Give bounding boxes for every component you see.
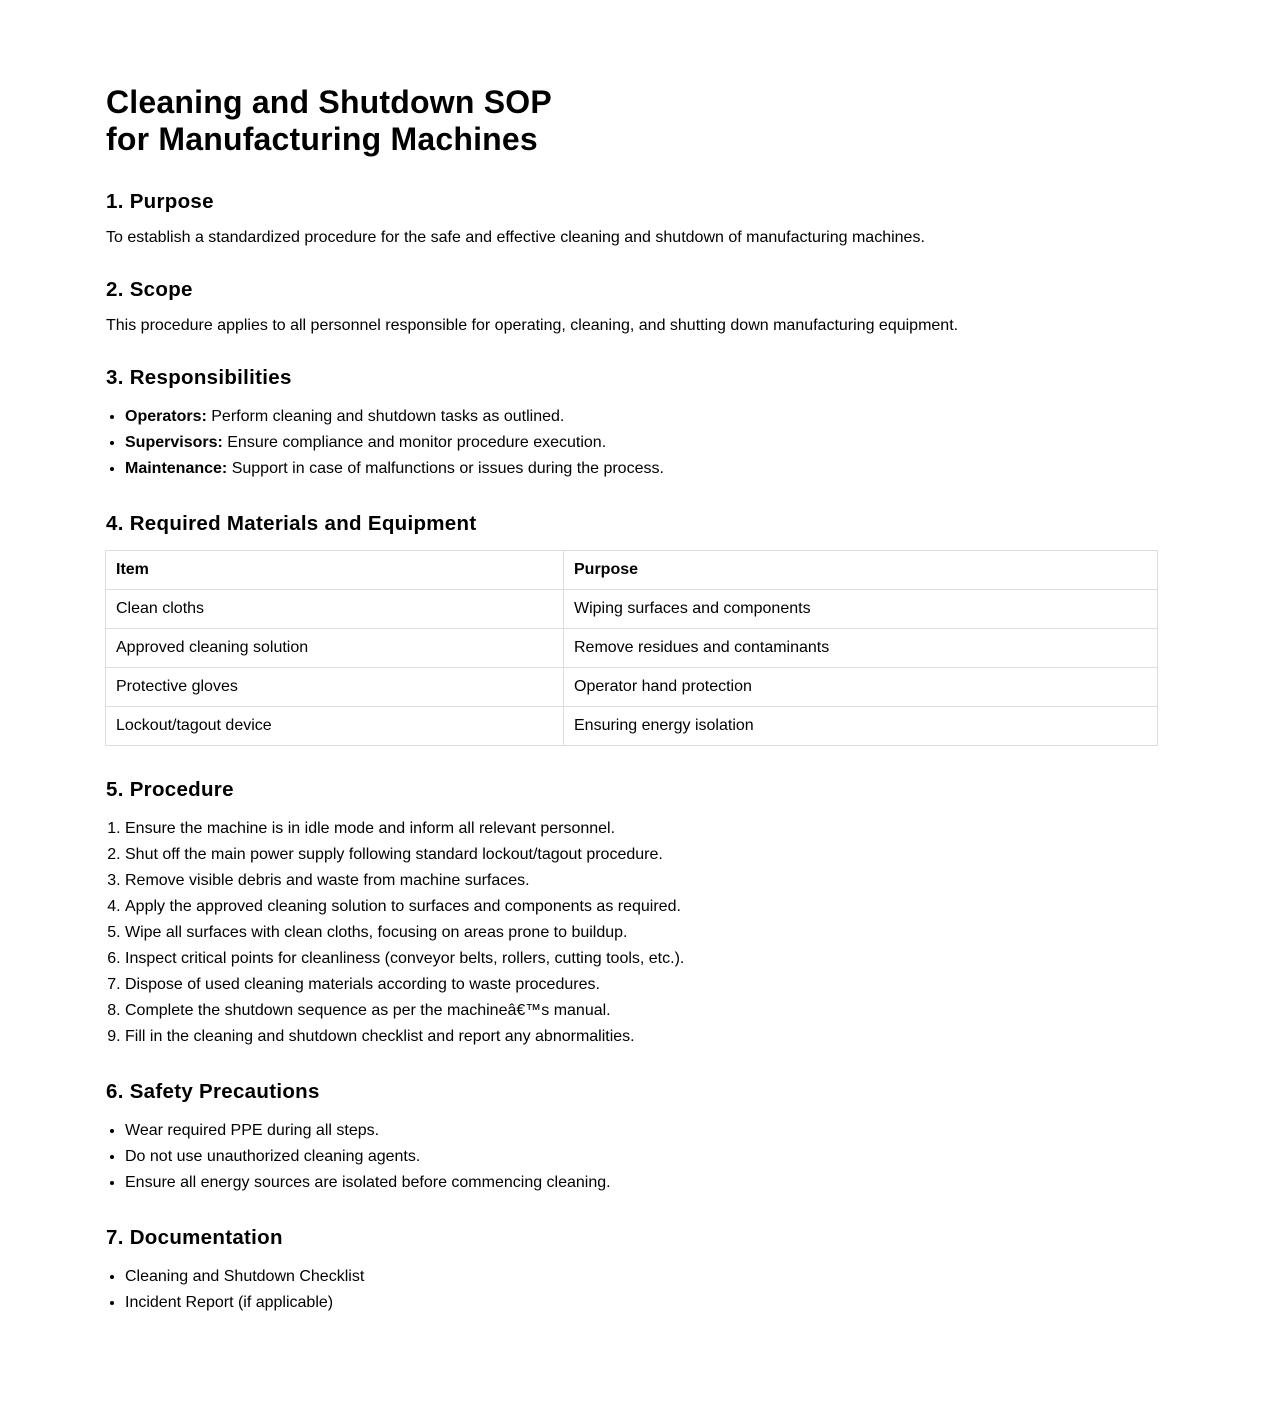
role-text: Perform cleaning and shutdown tasks as outlined. <box>206 408 565 425</box>
section-materials <box>106 512 1158 746</box>
section-scope <box>106 278 1158 336</box>
procedure-step: 8. Complete the shutdown sequence as per the machineâ€™s manual. <box>125 998 1158 1024</box>
procedure-step: 3. Remove visible debris and waste from machine surfaces. <box>125 868 1158 894</box>
section-procedure <box>106 778 1158 1050</box>
document-title <box>106 84 1158 158</box>
procedure-step: 5. Wipe all surfaces with clean cloths, focusing on areas prone to buildup. <box>125 920 1158 946</box>
purpose-text: To establish a standardized procedure for the safe and effective cleaning and shutdown of manufacturing machines. <box>106 229 925 246</box>
table-cell: Lockout/tagout device <box>106 707 564 746</box>
table-row <box>106 629 1158 668</box>
title-line-1: Cleaning and Shutdown SOP <box>106 84 552 120</box>
table-row <box>106 668 1158 707</box>
list-item <box>125 430 1158 456</box>
table-cell: Clean cloths <box>106 590 564 629</box>
table-cell: Approved cleaning solution <box>106 629 564 668</box>
column-header-purpose: Purpose <box>564 551 1158 590</box>
table-header-row <box>106 551 1158 590</box>
procedure-step: 4. Apply the approved cleaning solution to surfaces and components as required. <box>125 894 1158 920</box>
role-label: Maintenance: <box>125 460 228 477</box>
documentation-list <box>106 1264 1158 1316</box>
section-heading: 2. Scope <box>106 278 193 301</box>
section-purpose <box>106 190 1158 248</box>
procedure-step: 9. Fill in the cleaning and shutdown checklist and report any abnormalities. <box>125 1024 1158 1050</box>
list-item: • Incident Report (if applicable) <box>125 1290 1158 1316</box>
list-item: • Do not use unauthorized cleaning agents. <box>125 1144 1158 1170</box>
safety-list <box>106 1118 1158 1196</box>
procedure-step: 2. Shut off the main power supply following standard lockout/tagout procedure. <box>125 842 1158 868</box>
table-row <box>106 707 1158 746</box>
table-cell: Remove residues and contaminants <box>564 629 1158 668</box>
scope-text: This procedure applies to all personnel responsible for operating, cleaning, and shutting down manufacturing equipment. <box>106 317 959 334</box>
title-line-2: for Manufacturing Machines <box>106 121 538 157</box>
role-text: Ensure compliance and monitor procedure execution. <box>222 434 607 451</box>
list-item: • Cleaning and Shutdown Checklist <box>125 1264 1158 1290</box>
section-heading: 5. Procedure <box>106 778 234 801</box>
procedure-step: 6. Inspect critical points for cleanliness (conveyor belts, rollers, cutting tools, etc.). <box>125 946 1158 972</box>
list-item <box>125 404 1158 430</box>
section-heading: 1. Purpose <box>106 190 214 213</box>
section-heading: 7. Documentation <box>106 1226 283 1249</box>
table-cell: Ensuring energy isolation <box>564 707 1158 746</box>
section-heading: 4. Required Materials and Equipment <box>106 512 477 535</box>
list-item: • Ensure all energy sources are isolated before commencing cleaning. <box>125 1170 1158 1196</box>
section-heading: 6. Safety Precautions <box>106 1080 320 1103</box>
role-text: Support in case of malfunctions or issues during the process. <box>227 460 664 477</box>
role-label: Operators: <box>125 408 207 425</box>
table-cell: Operator hand protection <box>564 668 1158 707</box>
procedure-step: 1. Ensure the machine is in idle mode and inform all relevant personnel. <box>125 816 1158 842</box>
table-row <box>106 590 1158 629</box>
table-cell: Wiping surfaces and components <box>564 590 1158 629</box>
list-item <box>125 456 1158 482</box>
section-documentation <box>106 1226 1158 1316</box>
table-cell: Protective gloves <box>106 668 564 707</box>
section-responsibilities <box>106 366 1158 482</box>
procedure-steps <box>106 816 1158 1050</box>
responsibilities-list <box>106 404 1158 482</box>
procedure-step: 7. Dispose of used cleaning materials according to waste procedures. <box>125 972 1158 998</box>
section-heading: 3. Responsibilities <box>106 366 292 389</box>
materials-table <box>105 550 1158 746</box>
column-header-item: Item <box>106 551 564 590</box>
list-item: • Wear required PPE during all steps. <box>125 1118 1158 1144</box>
section-safety <box>106 1080 1158 1196</box>
role-label: Supervisors: <box>125 434 223 451</box>
document-page <box>106 84 1158 1311</box>
